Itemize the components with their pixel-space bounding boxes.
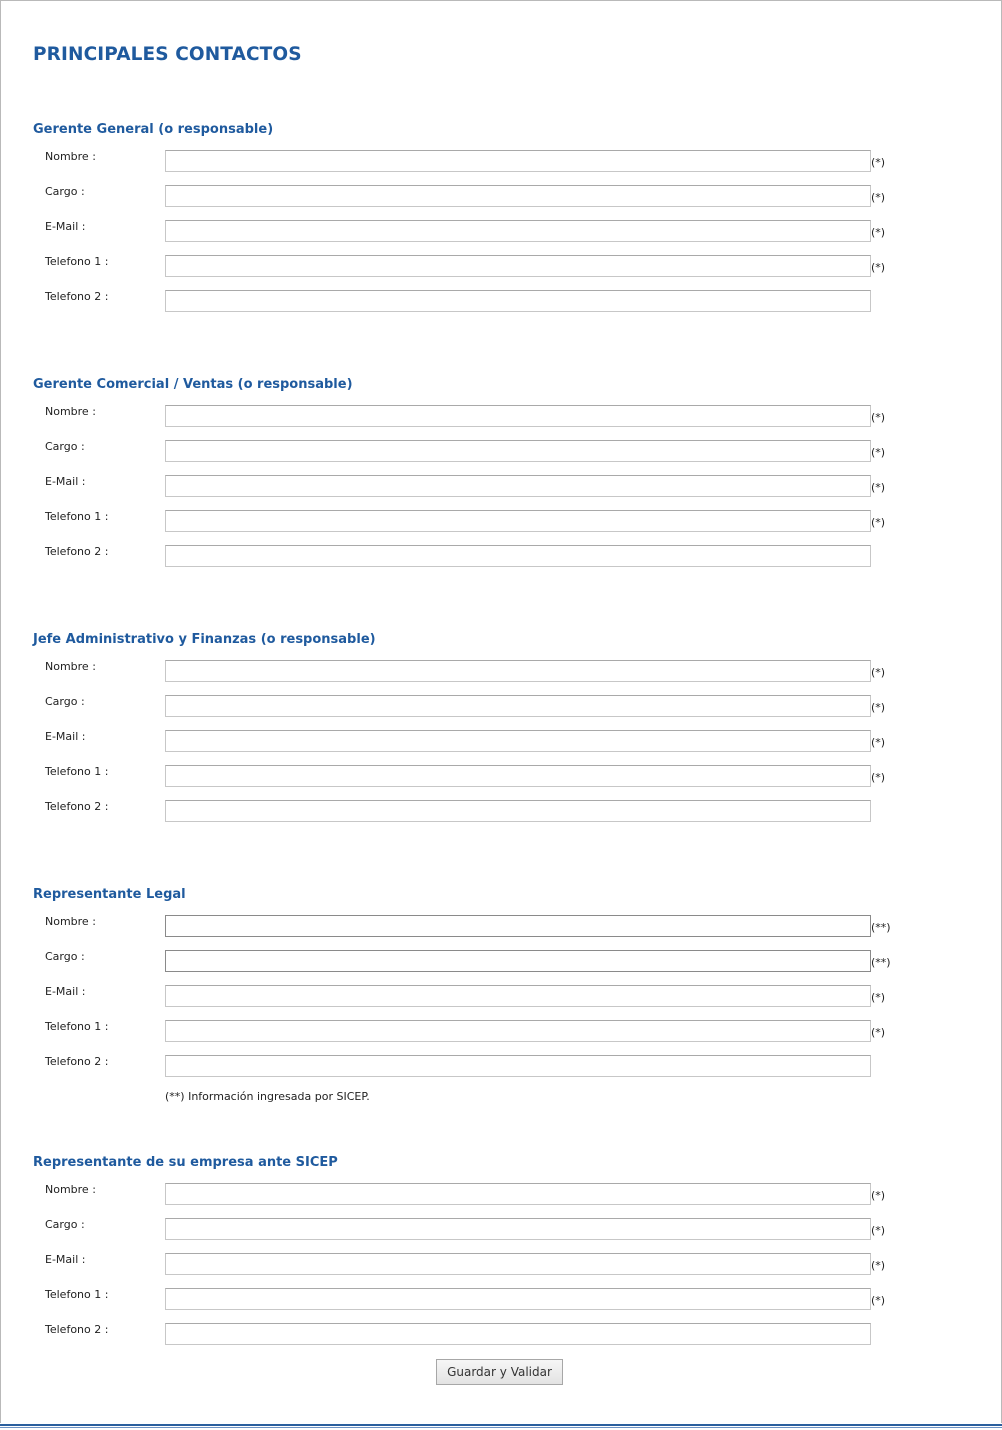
field-row-email (0, 1253, 1000, 1277)
telefono-2-input[interactable] (165, 1323, 871, 1345)
field-row-nombre (0, 1183, 1000, 1207)
required-marker: (*) (871, 1294, 886, 1307)
field-label: Telefono 2 : (45, 290, 109, 303)
field-row-telefono-2 (0, 545, 1000, 569)
field-label: E-Mail : (45, 985, 86, 998)
nombre-input[interactable] (165, 1183, 871, 1205)
bottom-divider (0, 1424, 1002, 1428)
field-row-telefono-1 (0, 1020, 1000, 1044)
field-row-nombre (0, 915, 1000, 939)
field-label: Nombre : (45, 150, 96, 163)
required-marker: (**) (871, 921, 891, 934)
required-marker: (*) (871, 701, 886, 714)
field-label: Telefono 2 : (45, 1055, 109, 1068)
field-row-telefono-1 (0, 765, 1000, 789)
field-row-telefono-2 (0, 1323, 1000, 1347)
telefono-1-input[interactable] (165, 510, 871, 532)
required-marker: (**) (871, 956, 891, 969)
section-title: Jefe Administrativo y Finanzas (o responsable) (33, 632, 376, 647)
required-marker: (*) (871, 516, 886, 529)
required-marker: (*) (871, 226, 886, 239)
field-label: E-Mail : (45, 220, 86, 233)
field-label: Nombre : (45, 660, 96, 673)
telefono-1-input[interactable] (165, 1288, 871, 1310)
section-title: Representante de su empresa ante SICEP (33, 1155, 338, 1170)
field-label: Telefono 1 : (45, 255, 109, 268)
required-marker: (*) (871, 411, 886, 424)
section-title: Gerente General (o responsable) (33, 122, 274, 137)
field-row-cargo (0, 185, 1000, 209)
nombre-input[interactable] (165, 405, 871, 427)
section-title: Gerente Comercial / Ventas (o responsable) (33, 377, 353, 392)
required-marker: (*) (871, 191, 886, 204)
field-label: E-Mail : (45, 1253, 86, 1266)
field-label: Telefono 2 : (45, 800, 109, 813)
required-marker: (*) (871, 1224, 886, 1237)
field-row-cargo (0, 440, 1000, 464)
field-row-email (0, 220, 1000, 244)
nombre-input[interactable] (165, 150, 871, 172)
field-label: Nombre : (45, 1183, 96, 1196)
telefono-1-input[interactable] (165, 765, 871, 787)
field-label: Nombre : (45, 405, 96, 418)
required-marker: (*) (871, 1189, 886, 1202)
field-label: E-Mail : (45, 475, 86, 488)
field-label: Cargo : (45, 185, 85, 198)
required-marker: (*) (871, 1259, 886, 1272)
field-label: E-Mail : (45, 730, 86, 743)
field-label: Cargo : (45, 1218, 85, 1231)
field-label: Telefono 2 : (45, 545, 109, 558)
telefono-1-input[interactable] (165, 1020, 871, 1042)
field-row-telefono-1 (0, 510, 1000, 534)
required-marker: (*) (871, 261, 886, 274)
cargo-input[interactable] (165, 950, 871, 972)
field-label: Nombre : (45, 915, 96, 928)
sicep-footnote: (**) Información ingresada por SICEP. (165, 1090, 370, 1103)
field-label: Cargo : (45, 440, 85, 453)
field-row-nombre (0, 150, 1000, 174)
telefono-2-input[interactable] (165, 290, 871, 312)
field-row-telefono-1 (0, 255, 1000, 279)
required-marker: (*) (871, 446, 886, 459)
field-label: Telefono 1 : (45, 510, 109, 523)
section-title: Representante Legal (33, 887, 186, 902)
required-marker: (*) (871, 156, 886, 169)
guardar-validar-button[interactable]: Guardar y Validar (436, 1359, 563, 1385)
required-marker: (*) (871, 771, 886, 784)
field-row-telefono-2 (0, 800, 1000, 824)
page-title: PRINCIPALES CONTACTOS (33, 44, 302, 65)
email-input[interactable] (165, 985, 871, 1007)
field-label: Telefono 1 : (45, 765, 109, 778)
email-input[interactable] (165, 730, 871, 752)
cargo-input[interactable] (165, 1218, 871, 1240)
field-row-email (0, 475, 1000, 499)
field-label: Cargo : (45, 695, 85, 708)
telefono-2-input[interactable] (165, 800, 871, 822)
required-marker: (*) (871, 666, 886, 679)
field-row-telefono-2 (0, 290, 1000, 314)
cargo-input[interactable] (165, 695, 871, 717)
required-marker: (*) (871, 736, 886, 749)
telefono-1-input[interactable] (165, 255, 871, 277)
field-row-email (0, 730, 1000, 754)
cargo-input[interactable] (165, 185, 871, 207)
field-row-cargo (0, 695, 1000, 719)
field-row-telefono-1 (0, 1288, 1000, 1312)
field-row-cargo (0, 950, 1000, 974)
field-label: Telefono 1 : (45, 1288, 109, 1301)
field-row-nombre (0, 405, 1000, 429)
cargo-input[interactable] (165, 440, 871, 462)
telefono-2-input[interactable] (165, 545, 871, 567)
field-row-telefono-2 (0, 1055, 1000, 1079)
telefono-2-input[interactable] (165, 1055, 871, 1077)
field-label: Telefono 1 : (45, 1020, 109, 1033)
email-input[interactable] (165, 475, 871, 497)
field-row-nombre (0, 660, 1000, 684)
field-label: Cargo : (45, 950, 85, 963)
field-label: Telefono 2 : (45, 1323, 109, 1336)
email-input[interactable] (165, 220, 871, 242)
field-row-cargo (0, 1218, 1000, 1242)
nombre-input[interactable] (165, 660, 871, 682)
required-marker: (*) (871, 1026, 886, 1039)
required-marker: (*) (871, 481, 886, 494)
field-row-email (0, 985, 1000, 1009)
nombre-input[interactable] (165, 915, 871, 937)
required-marker: (*) (871, 991, 886, 1004)
email-input[interactable] (165, 1253, 871, 1275)
